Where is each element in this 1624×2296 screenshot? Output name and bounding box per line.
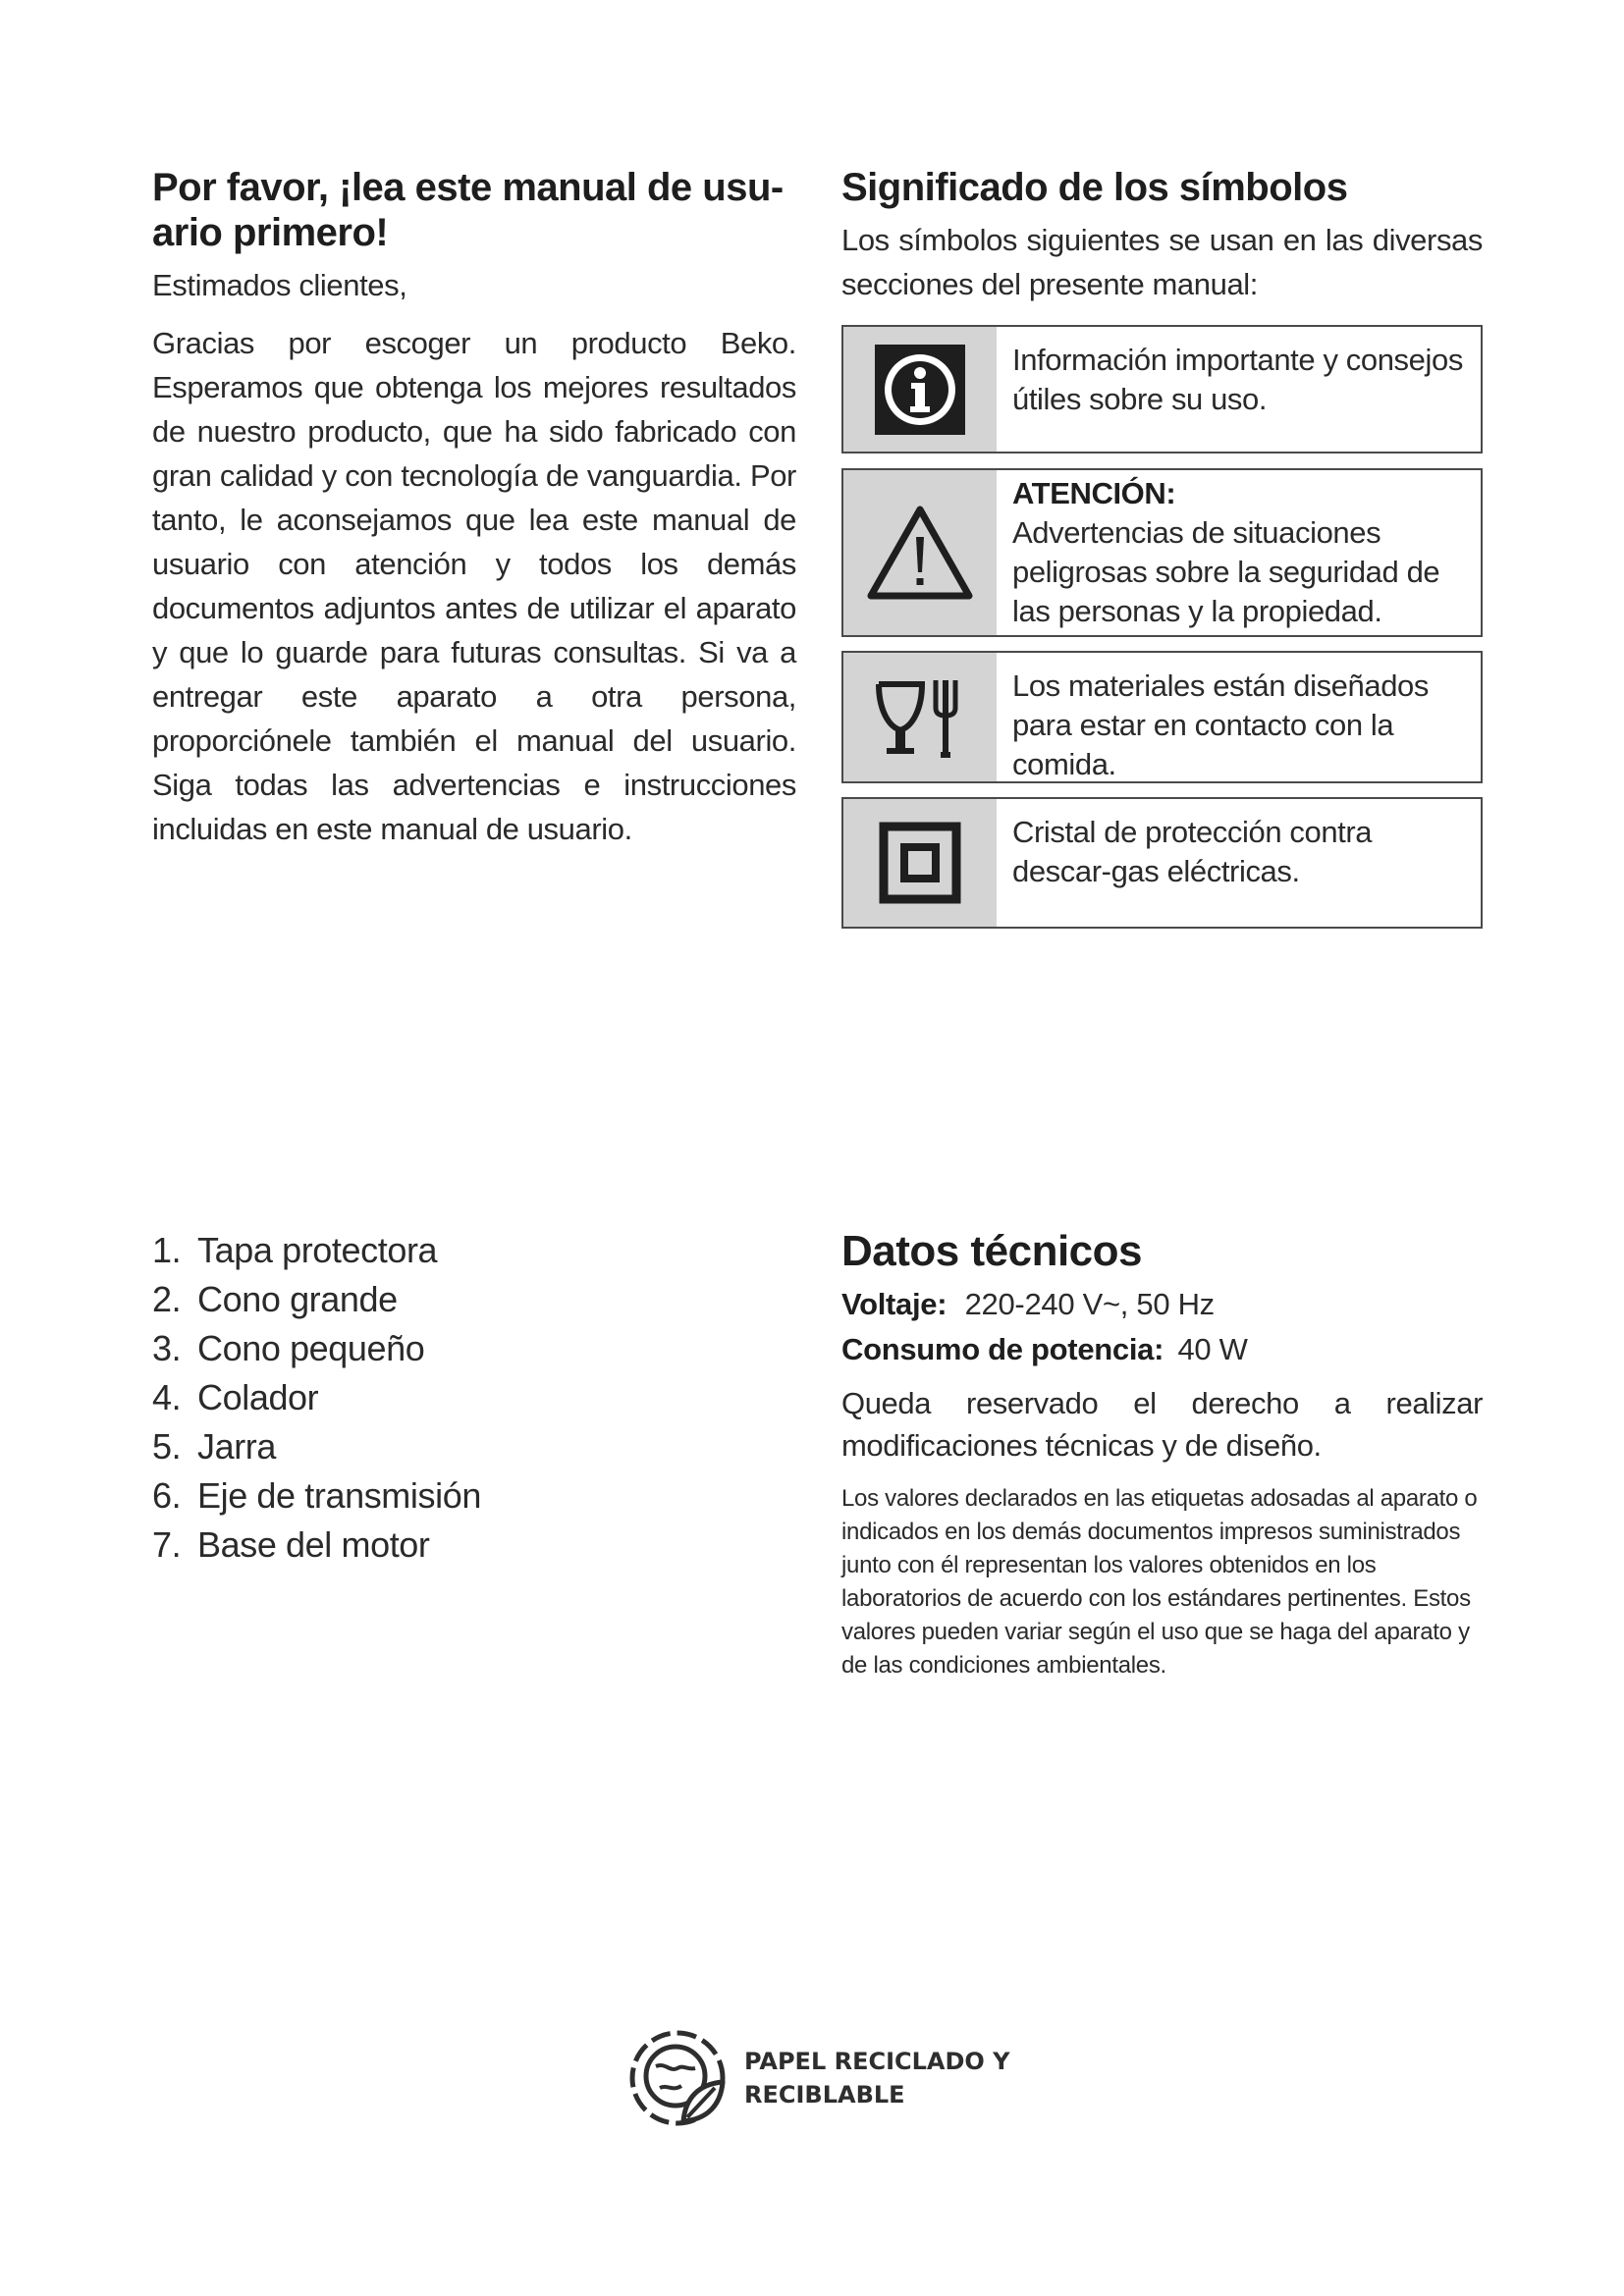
fine-print: Los valores declarados en las etiquetas adosadas al aparato o indicados en los demás documentos impresos suministrados junto con él representan los valores obtenidos en los laboratorios de acuerdo con los estándares pertinentes. Estos valores pueden variar según el uso que se haga del aparato y de las condiciones ambientales. xyxy=(841,1485,1478,1679)
recycled-globe-leaf-icon xyxy=(626,2027,729,2129)
voltage-row xyxy=(841,1282,1483,1327)
info-icon xyxy=(875,345,965,435)
double-insulation-icon xyxy=(879,822,961,904)
symbols-heading: Significado de los símbolos xyxy=(841,166,1348,209)
list-item: 2. Cono grande xyxy=(152,1279,398,1319)
recycled-paper-logo xyxy=(626,2027,1010,2129)
list-item: 6. Eje de transmisión xyxy=(152,1475,481,1516)
symbol-row-warning xyxy=(841,468,1483,637)
parts-list xyxy=(152,1226,796,1570)
list-item: 3. Cono pequeño xyxy=(152,1328,425,1368)
intro-section xyxy=(152,165,796,851)
symbols-section xyxy=(841,165,1483,931)
list-item: 4. Colador xyxy=(152,1377,319,1417)
list-item: 5. Jarra xyxy=(152,1426,277,1467)
symbol-info-text: Información importante y consejos útiles sobre su uso. xyxy=(1012,343,1463,416)
symbol-row-insulation xyxy=(841,797,1483,929)
symbol-row-food xyxy=(841,651,1483,783)
intro-body: Gracias por escoger un producto Beko. Esperamos que obtenga los mejores resultados de nuestro producto, que ha sido fabricado con gran calidad y con tecnología de vanguardia. Por tanto, le aconsejamos que lea este manual de usuario con atención y todos los demás documentos adjuntos antes de utilizar el aparato y que lo guarde para futuras consultas. Si va a entregar este aparato a otra persona, proporciónele también el manual del usuario. Siga todas las advertencias e instrucciones incluidas en este manual de usuario. xyxy=(152,326,796,846)
symbol-row-info xyxy=(841,325,1483,454)
intro-heading-line1: Por favor, ¡lea este manual de usu- xyxy=(152,166,784,209)
voltage-value: 220-240 V~, 50 Hz xyxy=(964,1287,1215,1321)
power-row xyxy=(841,1327,1483,1372)
logo-line1: PAPEL RECICLADO Y xyxy=(744,2048,1010,2075)
list-item: 1. Tapa protectora xyxy=(152,1230,438,1270)
symbol-insulation-text: Cristal de protección contra descar-gas eléctricas. xyxy=(1012,815,1373,888)
warning-triangle-icon xyxy=(865,504,975,602)
tech-section xyxy=(841,1227,1483,1682)
list-item: 7. Base del motor xyxy=(152,1524,430,1565)
voltage-label: Voltaje: xyxy=(841,1287,947,1321)
logo-line2: RECIBLABLE xyxy=(744,2081,905,2109)
food-contact-icon xyxy=(871,670,969,765)
intro-heading xyxy=(152,165,796,255)
power-label: Consumo de potencia: xyxy=(841,1332,1164,1366)
intro-greeting: Estimados clientes, xyxy=(152,268,407,302)
intro-heading-line2: ario primero! xyxy=(152,211,389,254)
parts-section xyxy=(152,1226,796,1570)
symbol-warning-title: ATENCIÓN: xyxy=(1012,476,1176,510)
symbol-warning-text: Advertencias de situaciones peligrosas sobre la seguridad de las personas y la propiedad. xyxy=(1012,515,1440,628)
power-value: 40 W xyxy=(1177,1332,1248,1366)
tech-heading: Datos técnicos xyxy=(841,1227,1142,1275)
reserve-note: Queda reservado el derecho a realizar modificaciones técnicas y de diseño. xyxy=(841,1386,1483,1463)
symbol-food-text: Los materiales están diseñados para estar en contacto con la comida. xyxy=(1012,668,1429,781)
symbols-intro: Los símbolos siguientes se usan en las diversas secciones del presente manual: xyxy=(841,223,1483,301)
